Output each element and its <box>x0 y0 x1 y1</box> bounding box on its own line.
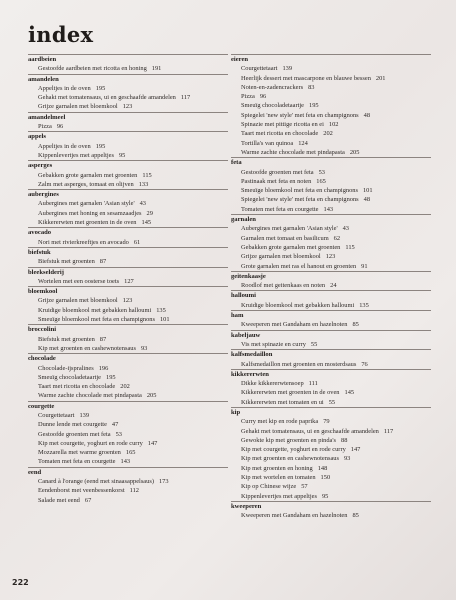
index-entry <box>231 349 431 369</box>
dish-name: Mozzarella met warme groenten <box>38 449 121 457</box>
dish-name: Gehakt met tomatensaus, ui en geschaafde amandelen <box>38 94 176 102</box>
dish-page-number: 117 <box>383 427 394 435</box>
dish-name: Kweeperen met Gandaham en hazelnoten <box>241 321 348 329</box>
dish-name: Courgettetaart <box>241 65 278 73</box>
index-entry <box>231 369 431 407</box>
dish-page-number: 202 <box>120 383 130 391</box>
dish-page-number: 147 <box>147 439 158 447</box>
index-subentry <box>231 398 431 407</box>
dish-name: Gebakken grote garnalen met groenten <box>38 171 138 179</box>
index-subentry <box>28 439 228 448</box>
dish-name: Gestoofde aardbeien met ricotta en honing <box>38 65 147 73</box>
dish-name: Warme zachte chocolade met pindapasta <box>241 148 345 156</box>
index-entry <box>231 157 431 214</box>
dish-page-number: 139 <box>79 411 90 419</box>
dish-name: Kip met groenten en cashewnotensaus <box>241 455 339 463</box>
dish-page-number: 133 <box>138 180 149 188</box>
dish-page-number: 87 <box>99 335 107 343</box>
index-subentry <box>231 74 431 83</box>
index-subentry <box>28 344 228 353</box>
dish-name: Roodlof met geitenkaas en noten <box>241 282 326 290</box>
index-subentry <box>231 111 431 120</box>
dish-page-number: 93 <box>343 455 351 463</box>
index-subentry <box>231 492 431 501</box>
dish-name: Dikke kikkererwtensoep <box>241 380 304 388</box>
index-subentry <box>231 177 431 186</box>
index-entry <box>28 353 228 400</box>
index-subentry <box>231 464 431 473</box>
index-term: chocolade <box>28 353 228 363</box>
page-number: 222 <box>12 578 29 587</box>
index-term: kalfsmedaillon <box>231 349 431 359</box>
index-term: avocado <box>28 227 228 237</box>
dish-name: Kip met courgette, yoghurt en rode curry <box>38 439 143 447</box>
index-subentry <box>231 205 431 214</box>
dish-name: Chocolade-ijspralines <box>38 364 94 372</box>
dish-page-number: 127 <box>124 277 134 285</box>
dish-page-number: 93 <box>140 344 148 352</box>
dish-name: Vis met spinazie en curry <box>241 340 306 348</box>
index-subentry <box>28 448 228 457</box>
dish-name: Kruidige bloemkool met gebakken halloumi <box>38 306 152 314</box>
dish-name: Kip met groenten en cashewnotensaus <box>38 344 136 352</box>
index-subentry <box>28 238 228 247</box>
dish-page-number: 148 <box>317 464 328 472</box>
dish-name: Gestoofde groenten met feta <box>38 430 111 438</box>
dish-name: Kikkererwten met groenten in de oven <box>38 219 137 227</box>
index-entry <box>231 290 431 310</box>
dish-name: Appeltjes in de oven <box>38 142 91 150</box>
index-subentry <box>28 477 228 486</box>
index-term: asperges <box>28 160 228 170</box>
index-subentry <box>231 427 431 436</box>
dish-name: Gestoofde groenten met feta <box>241 168 314 176</box>
index-entry <box>231 214 431 271</box>
dish-name: Pizza <box>38 123 52 131</box>
index-subentry <box>231 120 431 129</box>
index-entry <box>231 310 431 330</box>
index-term: aubergines <box>28 189 228 199</box>
index-subentry <box>28 218 228 227</box>
dish-name: Tortilla's van quinoa <box>241 139 294 147</box>
index-subentry <box>231 436 431 445</box>
index-subentry <box>231 301 431 310</box>
dish-page-number: 143 <box>120 458 131 466</box>
dish-page-number: 145 <box>141 219 152 227</box>
dish-page-number: 123 <box>122 297 133 305</box>
dish-page-number: 55 <box>310 340 318 348</box>
index-subentry <box>28 373 228 382</box>
index-subentry <box>231 320 431 329</box>
dish-page-number: 87 <box>99 258 107 266</box>
dish-name: Kalfsmedaillon met groenten en mosterdsaus <box>241 360 357 368</box>
dish-name: Noten-en-zadencrackers <box>241 83 304 91</box>
index-subentry <box>28 420 228 429</box>
dish-name: Warme zachte chocolade met pindapasta <box>38 392 142 400</box>
index-term: feta <box>231 157 431 167</box>
dish-name: Kikkererwten met tomaten en ui <box>241 398 324 406</box>
index-subentry <box>28 171 228 180</box>
index-subentry <box>231 168 431 177</box>
dish-name: Heerlijk dessert met mascarpone en blauwe bessen <box>241 74 371 82</box>
index-subentry <box>231 101 431 110</box>
index-column-left <box>28 54 228 505</box>
index-entry <box>28 227 228 247</box>
index-subentry <box>231 252 431 261</box>
dish-name: Kip met groenten en honing <box>241 464 313 472</box>
dish-page-number: 165 <box>125 449 136 457</box>
dish-page-number: 96 <box>56 123 64 131</box>
dish-page-number: 195 <box>95 142 106 150</box>
dish-page-number: 135 <box>359 301 369 309</box>
dish-page-number: 95 <box>321 492 329 500</box>
dish-name: Smeuïge bloemkool met feta en champignons <box>241 187 358 195</box>
dish-name: Gebakken grote garnalen met groenten <box>241 243 341 251</box>
index-subentry <box>28 430 228 439</box>
index-subentry <box>28 122 228 131</box>
index-subentry <box>28 93 228 102</box>
dish-name: Aubergines met garnalen 'Asian style' <box>38 200 135 208</box>
index-subentry <box>28 382 228 391</box>
index-entry <box>28 160 228 189</box>
dish-name: Gewokte kip met groenten en pinda's <box>241 436 337 444</box>
dish-page-number: 196 <box>98 364 109 372</box>
index-entry <box>231 407 431 501</box>
dish-page-number: 205 <box>349 148 360 156</box>
dish-page-number: 67 <box>84 496 92 504</box>
index-subentry <box>28 84 228 93</box>
dish-page-number: 57 <box>301 483 308 491</box>
dish-page-number: 145 <box>344 389 355 397</box>
index-term: geitenkaasje <box>231 271 431 281</box>
dish-page-number: 91 <box>361 262 368 270</box>
dish-page-number: 111 <box>308 380 318 388</box>
dish-page-number: 85 <box>352 512 359 520</box>
dish-name: Taart met ricotta en chocolade <box>38 383 116 391</box>
dish-page-number: 150 <box>320 474 331 482</box>
dish-name: Kikkererwten met groenten in de oven <box>241 389 340 397</box>
dish-page-number: 83 <box>308 83 315 91</box>
index-subentry <box>28 496 228 505</box>
index-entry <box>28 467 228 505</box>
dish-name: Kippenlevertjes met appeltjes <box>38 151 114 159</box>
dish-name: Salade met eend <box>38 496 80 504</box>
index-subentry <box>28 457 228 466</box>
dish-page-number: 55 <box>328 398 336 406</box>
dish-name: Canard à l'orange (eend met sinaasappelsaus) <box>38 478 154 486</box>
index-entry <box>28 112 228 132</box>
dish-name: Kip met wortelen en tomaten <box>241 474 316 482</box>
dish-name: Grijze garnalen met bloemkool <box>38 297 118 305</box>
dish-page-number: 201 <box>375 74 386 82</box>
index-subentry <box>231 195 431 204</box>
index-entry <box>231 54 431 157</box>
index-subentry <box>28 199 228 208</box>
dish-name: Garnalen met tomaat en basilicum <box>241 234 329 242</box>
dish-name: Kruidige bloemkool met gebakken halloumi <box>241 301 355 309</box>
index-subentry <box>231 148 431 157</box>
index-subentry <box>231 262 431 271</box>
dish-page-number: 165 <box>316 177 326 185</box>
dish-name: Aubergines met garnalen 'Asian style' <box>241 225 338 233</box>
dish-name: Spinazie met pittige ricotta en ei <box>241 121 324 129</box>
dish-name: Tomaten met feta en courgette <box>241 205 319 213</box>
index-entry <box>28 189 228 227</box>
dish-name: Kip op Chinese wijze <box>241 483 297 491</box>
index-term: courgette <box>28 401 228 411</box>
index-subentry <box>231 388 431 397</box>
index-subentry <box>28 64 228 73</box>
index-subentry <box>28 306 228 315</box>
index-entry <box>28 74 228 112</box>
index-subentry <box>28 364 228 373</box>
index-subentry <box>28 102 228 111</box>
index-subentry <box>28 391 228 400</box>
dish-name: Kip met courgette, yoghurt en rode curry <box>241 446 346 454</box>
dish-page-number: 139 <box>282 65 293 73</box>
index-subentry <box>28 315 228 324</box>
index-term: kikkererwten <box>231 369 431 379</box>
index-subentry <box>28 151 228 160</box>
dish-page-number: 135 <box>156 306 166 314</box>
dish-page-number: 95 <box>118 151 126 159</box>
dish-page-number: 117 <box>180 94 191 102</box>
dish-name: Curry met kip en rode paprika <box>241 418 319 426</box>
dish-page-number: 61 <box>133 238 141 246</box>
dish-page-number: 115 <box>345 243 355 251</box>
index-term: bloemkool <box>28 286 228 296</box>
index-term: halloumi <box>231 290 431 300</box>
dish-name: Taart met ricotta en chocolade <box>241 130 319 138</box>
index-subentry <box>28 411 228 420</box>
dish-page-number: 76 <box>361 360 368 368</box>
dish-name: Aubergines met honing en sesamzaadjes <box>38 209 142 217</box>
dish-name: Grote garnalen met ras el hanout en groenten <box>241 262 357 270</box>
dish-page-number: 123 <box>122 103 133 111</box>
dish-name: Eendenborst met veenbessenkorst <box>38 487 125 495</box>
dish-name: Grijze garnalen met bloemkool <box>241 253 321 261</box>
index-entry <box>231 330 431 350</box>
index-entry <box>28 286 228 324</box>
index-subentry <box>231 234 431 243</box>
page-title: index <box>28 22 94 47</box>
index-subentry <box>231 379 431 388</box>
index-term: amandelen <box>28 74 228 84</box>
index-subentry <box>231 92 431 101</box>
dish-name: Courgettetaart <box>38 411 75 419</box>
index-column-right <box>231 54 431 521</box>
index-entry <box>28 131 228 160</box>
dish-page-number: 85 <box>352 321 359 329</box>
dish-page-number: 47 <box>111 421 119 429</box>
dish-name: Pastinaak met feta en noten <box>241 177 312 185</box>
dish-page-number: 48 <box>363 196 371 204</box>
index-subentry <box>231 445 431 454</box>
dish-name: Gehakt met tomatensaus, ui en geschaafde amandelen <box>241 427 379 435</box>
index-entry <box>231 501 431 521</box>
dish-page-number: 88 <box>341 436 348 444</box>
dish-page-number: 101 <box>159 316 170 324</box>
index-term: garnalen <box>231 214 431 224</box>
index-term: bleekselderij <box>28 267 228 277</box>
index-term: ham <box>231 310 431 320</box>
dish-page-number: 101 <box>362 187 373 195</box>
index-term: amandelmeel <box>28 112 228 122</box>
index-subentry <box>231 454 431 463</box>
dish-name: Grijze garnalen met bloemkool <box>38 103 118 111</box>
dish-name: Kippenlevertjes met appeltjes <box>241 492 317 500</box>
index-subentry <box>231 473 431 482</box>
index-subentry <box>28 180 228 189</box>
dish-page-number: 191 <box>151 65 162 73</box>
index-term: kweeperen <box>231 501 431 511</box>
index-term: kip <box>231 407 431 417</box>
index-subentry <box>231 511 431 520</box>
index-term: eieren <box>231 54 431 64</box>
index-subentry <box>231 83 431 92</box>
dish-page-number: 112 <box>129 487 139 495</box>
dish-name: Dunne lende met courgette <box>38 421 107 429</box>
index-subentry <box>28 257 228 266</box>
dish-page-number: 43 <box>342 225 349 233</box>
index-subentry <box>28 296 228 305</box>
index-subentry <box>231 243 431 252</box>
dish-name: Spiegelei 'new style' met feta en champignons <box>241 111 359 119</box>
dish-name: Tomaten met feta en courgette <box>38 458 116 466</box>
dish-page-number: 29 <box>146 209 153 217</box>
dish-page-number: 173 <box>158 478 169 486</box>
index-entry <box>28 54 228 74</box>
dish-page-number: 195 <box>95 84 106 92</box>
index-entry <box>28 267 228 287</box>
dish-name: Biefstuk met groenten <box>38 335 95 343</box>
dish-page-number: 147 <box>350 446 361 454</box>
index-subentry <box>231 417 431 426</box>
index-subentry <box>231 482 431 491</box>
dish-page-number: 79 <box>323 418 330 426</box>
dish-page-number: 53 <box>318 168 325 176</box>
index-subentry <box>231 64 431 73</box>
index-entry <box>231 271 431 291</box>
index-subentry <box>231 340 431 349</box>
dish-page-number: 53 <box>115 430 122 438</box>
dish-name: Smeuïge bloemkool met feta en champignons <box>38 316 155 324</box>
index-subentry <box>28 277 228 286</box>
dish-page-number: 43 <box>139 200 146 208</box>
index-subentry <box>28 142 228 151</box>
dish-name: Pizza <box>241 93 255 101</box>
index-subentry <box>231 224 431 233</box>
dish-page-number: 96 <box>259 93 267 101</box>
index-subentry <box>231 360 431 369</box>
index-subentry <box>28 209 228 218</box>
dish-name: Biefstuk met groenten <box>38 258 95 266</box>
dish-name: Smeuïg chocoladetaartje <box>241 102 304 110</box>
dish-name: Smeuïg chocoladetaartje <box>38 373 101 381</box>
dish-page-number: 48 <box>363 111 371 119</box>
index-subentry <box>28 335 228 344</box>
dish-page-number: 195 <box>106 373 116 381</box>
index-subentry <box>231 281 431 290</box>
index-entry <box>28 324 228 353</box>
dish-page-number: 143 <box>323 205 334 213</box>
dish-page-number: 62 <box>333 234 341 242</box>
index-subentry <box>231 139 431 148</box>
index-term: eend <box>28 467 228 477</box>
dish-name: Spiegelei 'new style' met feta en champignons <box>241 196 359 204</box>
dish-name: Wortelen met een oosterse toets <box>38 277 120 285</box>
dish-page-number: 24 <box>330 282 337 290</box>
dish-page-number: 123 <box>325 253 336 261</box>
index-subentry <box>231 129 431 138</box>
dish-page-number: 124 <box>298 139 308 147</box>
dish-page-number: 115 <box>142 171 152 179</box>
index-subentry <box>28 486 228 495</box>
index-term: broccolini <box>28 324 228 334</box>
index-term: appels <box>28 131 228 141</box>
index-term: kabeljauw <box>231 330 431 340</box>
index-subentry <box>231 186 431 195</box>
dish-page-number: 202 <box>323 130 333 138</box>
index-term: aardbeien <box>28 54 228 64</box>
dish-name: Appeltjes in de oven <box>38 84 91 92</box>
index-term: biefstuk <box>28 247 228 257</box>
index-entry <box>28 401 228 467</box>
dish-page-number: 205 <box>146 392 157 400</box>
dish-name: Kweeperen met Gandaham en hazelnoten <box>241 512 348 520</box>
dish-name: Zalm met asperges, tomaat en olijven <box>38 180 134 188</box>
dish-name: Nori met rivierkreeftjes en avocado <box>38 238 129 246</box>
dish-page-number: 195 <box>309 102 319 110</box>
dish-page-number: 102 <box>328 121 339 129</box>
index-entry <box>28 247 228 267</box>
